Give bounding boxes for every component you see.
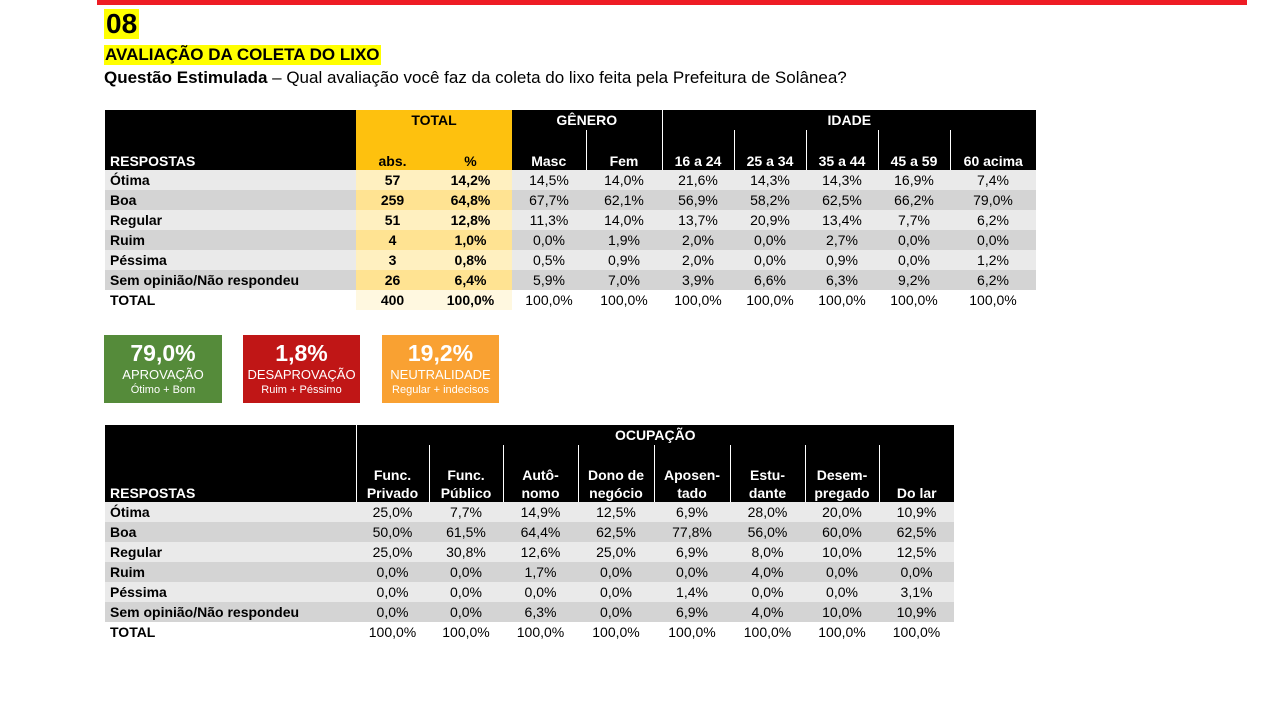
approval-value: 79,0% xyxy=(130,340,196,366)
cell-value: 2,7% xyxy=(806,230,878,250)
cell-value: 0,9% xyxy=(586,250,662,270)
neutrality-card xyxy=(382,335,499,403)
cell-value: 3,1% xyxy=(879,582,954,602)
column-header-respostas: RESPOSTAS xyxy=(105,445,356,502)
cell-value: 9,2% xyxy=(878,270,950,290)
cell-value: 1,2% xyxy=(950,250,1036,270)
cell-value: 100,0% xyxy=(806,290,878,310)
table-row xyxy=(105,250,1036,270)
column-header-desempregado: Desem- pregado xyxy=(805,445,879,502)
column-header-func-publico: Func. Público xyxy=(429,445,503,502)
cell-value: 1,7% xyxy=(503,562,578,582)
table-row xyxy=(105,522,954,542)
column-header-60-plus: 60 acima xyxy=(950,130,1036,170)
cell-value: 100,0% xyxy=(429,622,503,642)
cell-value: 56,9% xyxy=(662,190,734,210)
cell-value: 400 xyxy=(356,290,429,310)
cell-value: 0,0% xyxy=(950,230,1036,250)
cell-value: 1,9% xyxy=(586,230,662,250)
cell-value: 8,0% xyxy=(730,542,805,562)
cell-value: 259 xyxy=(356,190,429,210)
cell-value: 7,0% xyxy=(586,270,662,290)
cell-value: 3,9% xyxy=(662,270,734,290)
cell-value: 100,0% xyxy=(879,622,954,642)
cell-value: 0,0% xyxy=(578,582,654,602)
cell-value: 12,5% xyxy=(578,502,654,522)
cell-value: 62,5% xyxy=(806,190,878,210)
cell-value: 7,7% xyxy=(429,502,503,522)
cell-value: 100,0% xyxy=(878,290,950,310)
header-blank xyxy=(105,110,356,130)
approval-sub: Ótimo + Bom xyxy=(130,384,196,396)
disapproval-card xyxy=(243,335,360,403)
cell-value: 4,0% xyxy=(730,602,805,622)
column-header-estudante: Estu- dante xyxy=(730,445,805,502)
cell-value: 100,0% xyxy=(662,290,734,310)
question-title: AVALIAÇÃO DA COLETA DO LIXO xyxy=(105,45,380,64)
row-label: Sem opinião/Não respondeu xyxy=(105,602,356,622)
table-row xyxy=(105,502,954,522)
column-header-abs: abs. xyxy=(356,130,429,170)
table-row xyxy=(105,602,954,622)
cell-value: 0,0% xyxy=(730,582,805,602)
approval-card xyxy=(104,335,222,403)
cell-value: 14,2% xyxy=(429,170,512,190)
cell-value: 14,9% xyxy=(503,502,578,522)
cell-value: 1,4% xyxy=(654,582,730,602)
cell-value: 100,0% xyxy=(730,622,805,642)
cell-value: 0,0% xyxy=(429,582,503,602)
cell-value: 100,0% xyxy=(734,290,806,310)
table-row xyxy=(105,542,954,562)
table-row xyxy=(105,230,1036,250)
cell-value: 12,8% xyxy=(429,210,512,230)
cell-value: 2,0% xyxy=(662,250,734,270)
table-row xyxy=(105,270,1036,290)
cell-value: 6,9% xyxy=(654,502,730,522)
cell-value: 100,0% xyxy=(578,622,654,642)
cell-value: 0,0% xyxy=(429,602,503,622)
cell-value: 0,0% xyxy=(879,562,954,582)
cell-value: 57 xyxy=(356,170,429,190)
cell-value: 79,0% xyxy=(950,190,1036,210)
cell-value: 62,5% xyxy=(578,522,654,542)
top-red-bar xyxy=(97,0,1247,5)
cell-value: 0,0% xyxy=(356,562,429,582)
cell-value: 16,9% xyxy=(878,170,950,190)
row-label: Regular xyxy=(105,210,356,230)
column-header-do-lar: Do lar xyxy=(879,445,954,502)
header-blank xyxy=(105,425,356,445)
disapproval-sub: Ruim + Péssimo xyxy=(261,384,342,396)
row-label: Boa xyxy=(105,190,356,210)
row-label: Ruim xyxy=(105,230,356,250)
cell-value: 20,0% xyxy=(805,502,879,522)
row-label: Péssima xyxy=(105,582,356,602)
column-header-percent: % xyxy=(429,130,512,170)
row-label: Péssima xyxy=(105,250,356,270)
cell-value: 0,0% xyxy=(356,582,429,602)
cell-value: 100,0% xyxy=(586,290,662,310)
cell-value: 14,0% xyxy=(586,170,662,190)
cell-value: 51 xyxy=(356,210,429,230)
neutrality-value: 19,2% xyxy=(407,340,474,366)
neutrality-label: NEUTRALIDADE xyxy=(390,367,491,382)
results-table-total-gender-age xyxy=(105,110,1036,310)
cell-value: 10,0% xyxy=(805,602,879,622)
cell-value: 14,5% xyxy=(512,170,586,190)
cell-value: 6,2% xyxy=(950,270,1036,290)
cell-value: 4 xyxy=(356,230,429,250)
column-header-respostas: RESPOSTAS xyxy=(105,130,356,170)
cell-value: 6,9% xyxy=(654,542,730,562)
cell-value: 25,0% xyxy=(356,502,429,522)
cell-value: 6,6% xyxy=(734,270,806,290)
row-label: Ruim xyxy=(105,562,356,582)
cell-value: 77,8% xyxy=(654,522,730,542)
row-label: Ótima xyxy=(105,170,356,190)
cell-value: 0,0% xyxy=(578,562,654,582)
cell-value: 0,5% xyxy=(512,250,586,270)
cell-value: 10,0% xyxy=(805,542,879,562)
cell-value: 21,6% xyxy=(662,170,734,190)
cell-value: 12,5% xyxy=(879,542,954,562)
cell-value: 62,5% xyxy=(879,522,954,542)
cell-value: 0,0% xyxy=(734,250,806,270)
column-header-25-34: 25 a 34 xyxy=(734,130,806,170)
cell-value: 6,3% xyxy=(503,602,578,622)
question-type: Questão Estimulada xyxy=(104,68,268,87)
cell-value: 64,4% xyxy=(503,522,578,542)
cell-value: 1,0% xyxy=(429,230,512,250)
cell-value: 0,8% xyxy=(429,250,512,270)
cell-value: 0,0% xyxy=(356,602,429,622)
column-header-45-59: 45 a 59 xyxy=(878,130,950,170)
row-label: Regular xyxy=(105,542,356,562)
cell-value: 0,0% xyxy=(429,562,503,582)
results-table-occupation xyxy=(105,425,954,642)
question-statement xyxy=(104,68,847,88)
cell-value: 14,0% xyxy=(586,210,662,230)
table-row-total xyxy=(105,290,1036,310)
cell-value: 20,9% xyxy=(734,210,806,230)
cell-value: 11,3% xyxy=(512,210,586,230)
table-row xyxy=(105,190,1036,210)
column-header-fem: Fem xyxy=(586,130,662,170)
cell-value: 13,4% xyxy=(806,210,878,230)
cell-value: 58,2% xyxy=(734,190,806,210)
cell-value: 13,7% xyxy=(662,210,734,230)
column-header-dono-negocio: Dono de negócio xyxy=(578,445,654,502)
cell-value: 50,0% xyxy=(356,522,429,542)
cell-value: 66,2% xyxy=(878,190,950,210)
cell-value: 28,0% xyxy=(730,502,805,522)
cell-value: 0,0% xyxy=(805,562,879,582)
cell-value: 5,9% xyxy=(512,270,586,290)
group-header-total: TOTAL xyxy=(356,110,512,130)
cell-value: 67,7% xyxy=(512,190,586,210)
column-header-16-24: 16 a 24 xyxy=(662,130,734,170)
cell-value: 0,0% xyxy=(578,602,654,622)
cell-value: 12,6% xyxy=(503,542,578,562)
cell-value: 6,2% xyxy=(950,210,1036,230)
cell-value: 7,4% xyxy=(950,170,1036,190)
column-header-masc: Masc xyxy=(512,130,586,170)
question-number: 08 xyxy=(106,8,138,39)
cell-value: 100,0% xyxy=(805,622,879,642)
table-row-total xyxy=(105,622,954,642)
cell-value: 2,0% xyxy=(662,230,734,250)
cell-value: 0,0% xyxy=(512,230,586,250)
column-header-aposentado: Aposen- tado xyxy=(654,445,730,502)
cell-value: 62,1% xyxy=(586,190,662,210)
cell-value: 30,8% xyxy=(429,542,503,562)
cell-value: 60,0% xyxy=(805,522,879,542)
cell-value: 10,9% xyxy=(879,602,954,622)
cell-value: 14,3% xyxy=(734,170,806,190)
cell-value: 0,9% xyxy=(806,250,878,270)
group-header-occupation: OCUPAÇÃO xyxy=(356,425,954,445)
cell-value: 25,0% xyxy=(578,542,654,562)
cell-value: 10,9% xyxy=(879,502,954,522)
cell-value: 25,0% xyxy=(356,542,429,562)
cell-value: 100,0% xyxy=(950,290,1036,310)
approval-label: APROVAÇÃO xyxy=(122,367,204,382)
column-header-35-44: 35 a 44 xyxy=(806,130,878,170)
cell-value: 56,0% xyxy=(730,522,805,542)
cell-value: 0,0% xyxy=(805,582,879,602)
cell-value: 61,5% xyxy=(429,522,503,542)
cell-value: 0,0% xyxy=(503,582,578,602)
row-label: TOTAL xyxy=(105,622,356,642)
table-row xyxy=(105,210,1036,230)
column-header-autonomo: Autô- nomo xyxy=(503,445,578,502)
cell-value: 0,0% xyxy=(734,230,806,250)
cell-value: 0,0% xyxy=(654,562,730,582)
disapproval-label: DESAPROVAÇÃO xyxy=(247,367,356,382)
cell-value: 6,9% xyxy=(654,602,730,622)
cell-value: 7,7% xyxy=(878,210,950,230)
cell-value: 64,8% xyxy=(429,190,512,210)
cell-value: 100,0% xyxy=(356,622,429,642)
row-label: Sem opinião/Não respondeu xyxy=(105,270,356,290)
row-label: Ótima xyxy=(105,502,356,522)
question-text: – Qual avaliação você faz da coleta do lixo feita pela Prefeitura de Solânea? xyxy=(267,68,847,87)
table-row xyxy=(105,562,954,582)
neutrality-sub: Regular + indecisos xyxy=(392,384,489,396)
disapproval-value: 1,8% xyxy=(275,340,328,366)
row-label: Boa xyxy=(105,522,356,542)
cell-value: 100,0% xyxy=(429,290,512,310)
table-row xyxy=(105,170,1036,190)
cell-value: 4,0% xyxy=(730,562,805,582)
cell-value: 100,0% xyxy=(512,290,586,310)
group-header-gender: GÊNERO xyxy=(512,110,662,130)
cell-value: 6,4% xyxy=(429,270,512,290)
cell-value: 6,3% xyxy=(806,270,878,290)
table-row xyxy=(105,582,954,602)
cell-value: 0,0% xyxy=(878,250,950,270)
cell-value: 26 xyxy=(356,270,429,290)
cell-value: 14,3% xyxy=(806,170,878,190)
cell-value: 100,0% xyxy=(654,622,730,642)
row-label: TOTAL xyxy=(105,290,356,310)
cell-value: 3 xyxy=(356,250,429,270)
group-header-age: IDADE xyxy=(662,110,1036,130)
cell-value: 100,0% xyxy=(503,622,578,642)
cell-value: 0,0% xyxy=(878,230,950,250)
column-header-func-privado: Func. Privado xyxy=(356,445,429,502)
